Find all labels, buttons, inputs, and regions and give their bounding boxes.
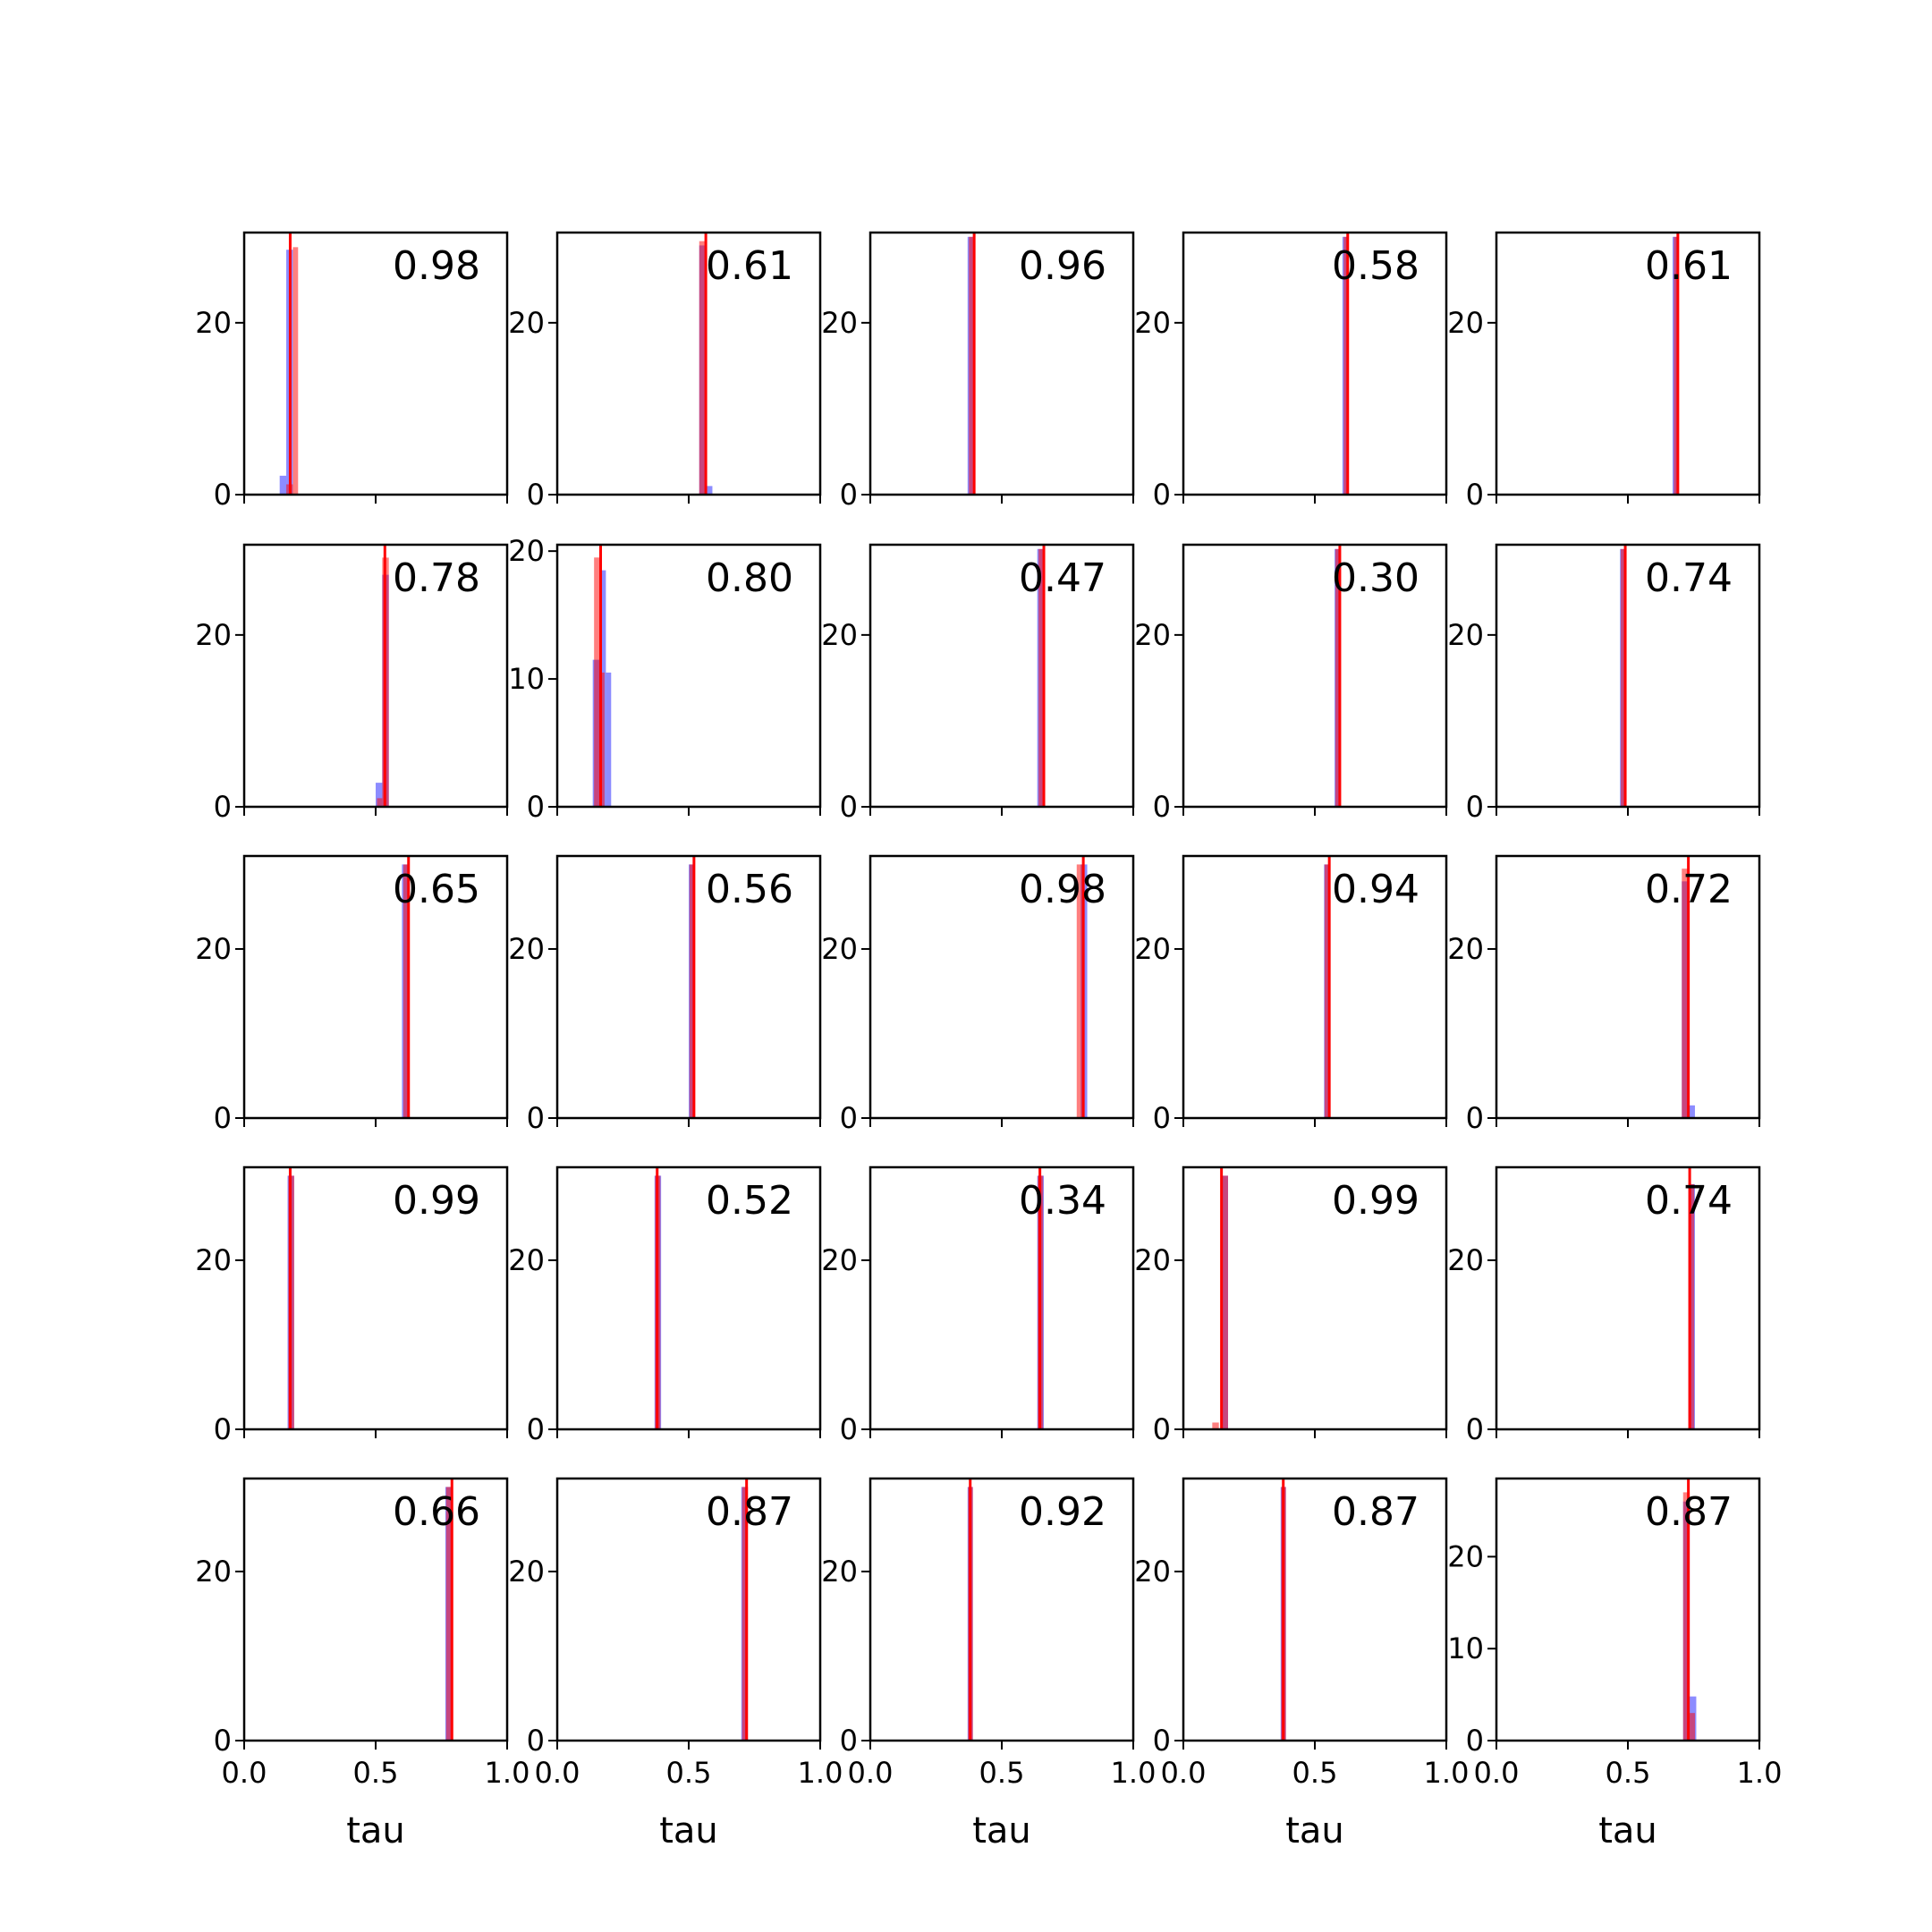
y-tick-label: 20 bbox=[821, 305, 858, 340]
y-tick-label: 20 bbox=[1134, 1554, 1171, 1589]
x-axis-label: tau bbox=[659, 1810, 718, 1852]
y-tick-label: 0 bbox=[213, 1724, 232, 1758]
x-axis-label: tau bbox=[972, 1810, 1031, 1852]
x-tick-label: 0.5 bbox=[1605, 1756, 1651, 1790]
panel-1-4 bbox=[1134, 233, 1446, 512]
y-tick-label: 0 bbox=[1152, 478, 1171, 512]
y-tick-label: 0 bbox=[1152, 1724, 1171, 1758]
panel-3-4 bbox=[1134, 856, 1446, 1135]
y-tick-label: 20 bbox=[821, 931, 858, 966]
x-axis-label: tau bbox=[346, 1810, 405, 1852]
y-tick-label: 10 bbox=[508, 662, 545, 697]
y-tick-label: 0 bbox=[526, 478, 545, 512]
panel-4-5 bbox=[1447, 1167, 1759, 1446]
panel-value-label: 0.65 bbox=[393, 867, 480, 912]
x-tick-label: 0.0 bbox=[1473, 1756, 1520, 1790]
panel-value-label: 0.47 bbox=[1019, 555, 1106, 601]
panel-value-label: 0.56 bbox=[706, 867, 793, 912]
x-tick-label: 0.5 bbox=[665, 1756, 712, 1790]
panel-1-3 bbox=[821, 233, 1133, 512]
x-tick-label: 0.5 bbox=[1292, 1756, 1338, 1790]
panel-4-2 bbox=[508, 1167, 820, 1446]
panel-3-1 bbox=[195, 856, 507, 1135]
y-tick-label: 0 bbox=[1465, 1412, 1484, 1446]
y-tick-label: 0 bbox=[526, 1101, 545, 1135]
panel-4-1 bbox=[195, 1167, 507, 1446]
y-tick-label: 20 bbox=[508, 1242, 545, 1277]
panel-5-2 bbox=[508, 1479, 843, 1852]
panel-value-label: 0.30 bbox=[1332, 555, 1419, 601]
panel-value-label: 0.98 bbox=[1019, 867, 1106, 912]
y-tick-label: 20 bbox=[1134, 305, 1171, 340]
y-tick-label: 20 bbox=[508, 1554, 545, 1589]
panel-4-3 bbox=[821, 1167, 1133, 1446]
y-tick-label: 0 bbox=[213, 1101, 232, 1135]
y-tick-label: 20 bbox=[195, 931, 232, 966]
panel-5-4 bbox=[1134, 1479, 1469, 1852]
panel-value-label: 0.87 bbox=[1645, 1489, 1733, 1535]
y-tick-label: 20 bbox=[821, 1242, 858, 1277]
panel-2-4 bbox=[1134, 545, 1446, 824]
red-histogram-bar bbox=[969, 237, 973, 495]
panel-value-label: 0.80 bbox=[706, 555, 793, 601]
red-histogram-bar bbox=[292, 247, 298, 495]
x-axis-label: tau bbox=[1598, 1810, 1657, 1852]
y-tick-label: 0 bbox=[213, 478, 232, 512]
y-tick-label: 0 bbox=[1152, 790, 1171, 824]
blue-histogram-bar bbox=[606, 673, 611, 807]
panel-value-label: 0.96 bbox=[1019, 243, 1106, 289]
y-tick-label: 0 bbox=[526, 790, 545, 824]
y-tick-label: 0 bbox=[839, 478, 858, 512]
y-tick-label: 20 bbox=[508, 931, 545, 966]
panel-5-1 bbox=[195, 1479, 530, 1852]
panel-value-label: 0.72 bbox=[1645, 867, 1733, 912]
panel-value-label: 0.78 bbox=[393, 555, 480, 601]
y-tick-label: 0 bbox=[839, 790, 858, 824]
y-tick-label: 20 bbox=[1447, 931, 1484, 966]
panel-value-label: 0.61 bbox=[1645, 243, 1733, 289]
y-tick-label: 20 bbox=[195, 305, 232, 340]
x-tick-label: 1.0 bbox=[1110, 1756, 1157, 1790]
panel-value-label: 0.58 bbox=[1332, 243, 1419, 289]
y-tick-label: 20 bbox=[508, 534, 545, 569]
y-tick-label: 20 bbox=[821, 617, 858, 652]
y-tick-label: 20 bbox=[1134, 617, 1171, 652]
x-tick-label: 0.5 bbox=[352, 1756, 399, 1790]
y-tick-label: 0 bbox=[839, 1101, 858, 1135]
y-tick-label: 20 bbox=[1134, 1242, 1171, 1277]
red-histogram-bar bbox=[1690, 1713, 1695, 1741]
y-tick-label: 0 bbox=[1465, 790, 1484, 824]
panel-1-2 bbox=[508, 233, 820, 512]
y-tick-label: 10 bbox=[1447, 1631, 1484, 1666]
panel-3-2 bbox=[508, 856, 820, 1135]
panel-value-label: 0.74 bbox=[1645, 1178, 1733, 1224]
panel-1-5 bbox=[1447, 233, 1759, 512]
x-tick-label: 1.0 bbox=[1736, 1756, 1783, 1790]
panel-value-label: 0.66 bbox=[393, 1489, 480, 1535]
panel-2-2 bbox=[508, 534, 820, 824]
red-histogram-bar bbox=[377, 798, 382, 807]
x-tick-label: 0.0 bbox=[221, 1756, 267, 1790]
y-tick-label: 20 bbox=[1447, 617, 1484, 652]
panel-5-3 bbox=[821, 1479, 1156, 1852]
panel-3-5 bbox=[1447, 856, 1759, 1135]
y-tick-label: 20 bbox=[195, 1554, 232, 1589]
y-tick-label: 0 bbox=[1465, 478, 1484, 512]
y-tick-label: 0 bbox=[839, 1724, 858, 1758]
panel-5-5 bbox=[1447, 1479, 1782, 1852]
y-tick-label: 20 bbox=[508, 305, 545, 340]
y-tick-label: 20 bbox=[195, 1242, 232, 1277]
y-tick-label: 20 bbox=[1134, 931, 1171, 966]
y-tick-label: 0 bbox=[839, 1412, 858, 1446]
panel-value-label: 0.92 bbox=[1019, 1489, 1106, 1535]
y-tick-label: 20 bbox=[195, 617, 232, 652]
x-tick-label: 1.0 bbox=[797, 1756, 843, 1790]
panel-2-1 bbox=[195, 545, 507, 824]
panel-value-label: 0.61 bbox=[706, 243, 793, 289]
panel-4-4 bbox=[1134, 1167, 1446, 1446]
red-histogram-bar bbox=[594, 557, 599, 807]
blue-histogram-bar bbox=[280, 476, 286, 495]
y-tick-label: 20 bbox=[1447, 1242, 1484, 1277]
x-tick-label: 1.0 bbox=[1423, 1756, 1470, 1790]
y-tick-label: 0 bbox=[213, 1412, 232, 1446]
y-tick-label: 0 bbox=[1465, 1724, 1484, 1758]
x-tick-label: 0.5 bbox=[979, 1756, 1025, 1790]
x-tick-label: 0.0 bbox=[1160, 1756, 1207, 1790]
panel-2-5 bbox=[1447, 545, 1759, 824]
panel-value-label: 0.99 bbox=[393, 1178, 480, 1224]
y-tick-label: 0 bbox=[526, 1412, 545, 1446]
y-tick-label: 20 bbox=[1447, 1539, 1484, 1574]
y-tick-label: 0 bbox=[1152, 1101, 1171, 1135]
x-tick-label: 0.0 bbox=[534, 1756, 580, 1790]
panel-2-3 bbox=[821, 545, 1133, 824]
x-tick-label: 1.0 bbox=[484, 1756, 530, 1790]
panel-value-label: 0.94 bbox=[1332, 867, 1419, 912]
panel-value-label: 0.74 bbox=[1645, 555, 1733, 601]
y-tick-label: 20 bbox=[821, 1554, 858, 1589]
panel-3-3 bbox=[821, 856, 1133, 1135]
x-axis-label: tau bbox=[1285, 1810, 1344, 1852]
panel-value-label: 0.99 bbox=[1332, 1178, 1419, 1224]
panel-value-label: 0.87 bbox=[1332, 1489, 1419, 1535]
panel-value-label: 0.52 bbox=[706, 1178, 793, 1224]
y-tick-label: 0 bbox=[1152, 1412, 1171, 1446]
panel-1-1 bbox=[195, 233, 507, 512]
y-tick-label: 0 bbox=[213, 790, 232, 824]
panel-value-label: 0.98 bbox=[393, 243, 480, 289]
y-tick-label: 0 bbox=[526, 1724, 545, 1758]
panel-value-label: 0.34 bbox=[1019, 1178, 1106, 1224]
panel-value-label: 0.87 bbox=[706, 1489, 793, 1535]
y-tick-label: 0 bbox=[1465, 1101, 1484, 1135]
y-tick-label: 20 bbox=[1447, 305, 1484, 340]
x-tick-label: 0.0 bbox=[847, 1756, 894, 1790]
